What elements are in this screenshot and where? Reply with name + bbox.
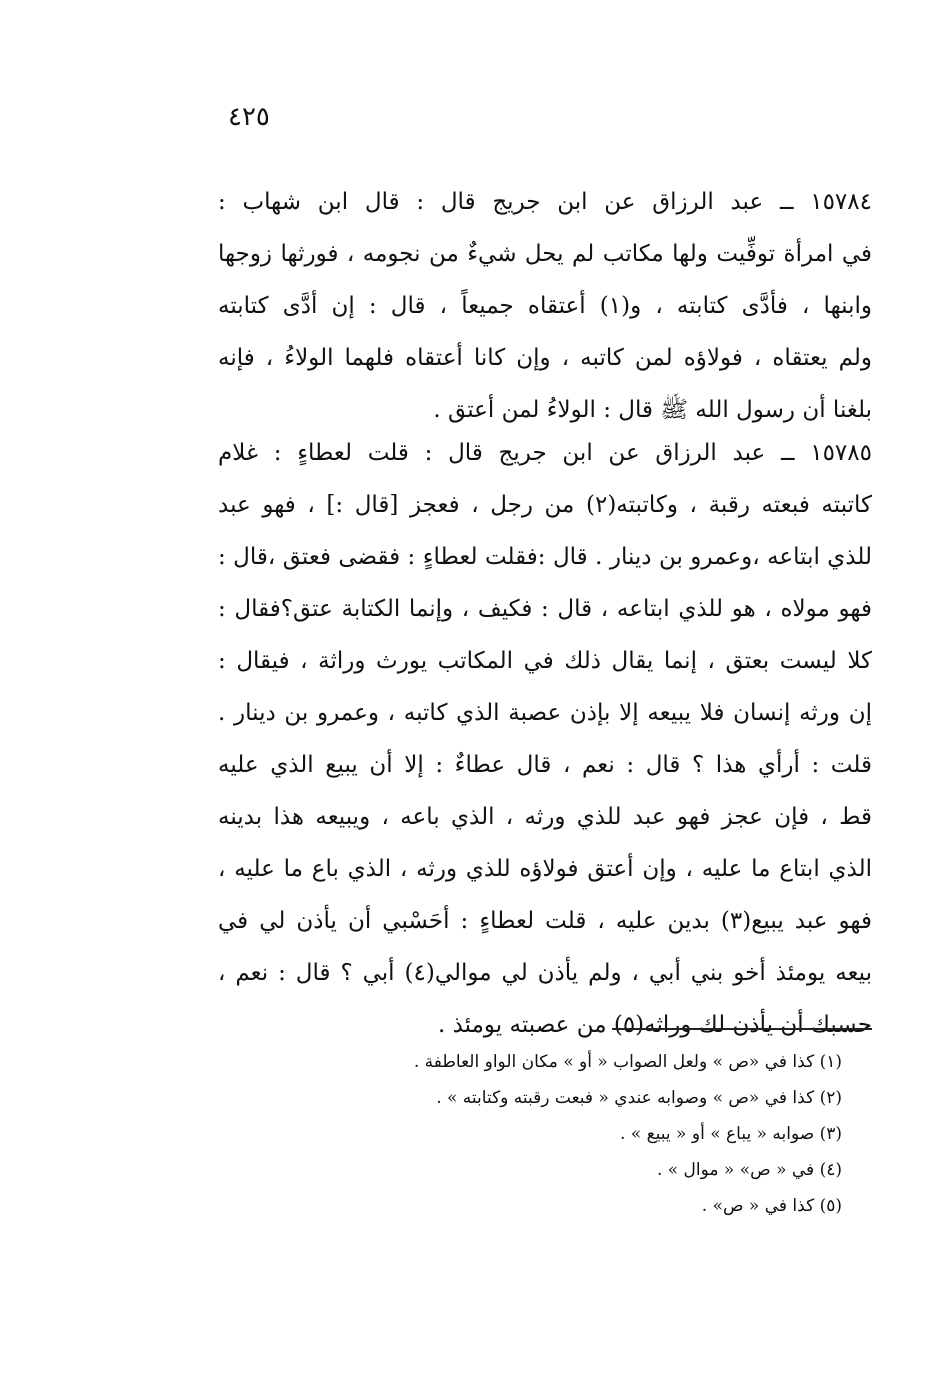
text-line: ١٥٧٨٥ ــ عبد الرزاق عن ابن جريج قال : قلت لعطاءٍ : غلام — [218, 440, 872, 466]
text-line: ولم يعتقاه ، فولاؤه لمن كاتبه ، وإن كانا أعتقاه فلهما الولاءُ ، فإنه — [218, 345, 872, 371]
footnote-4: (٤) في « ص» « موال » . — [656, 1160, 842, 1180]
text-line: قط ، فإن عجز فهو عبد للذي ورثه ، الذي باعه ، ويبيعه هذا بدينه — [218, 804, 872, 830]
footnote-divider — [612, 1028, 872, 1030]
footnote-2: (٢) كذا في «ص » وصوابه عندي « فبعت رقبته وكتابته » . — [436, 1088, 842, 1108]
text-line: فهو مولاه ، هو للذي ابتاعه ، قال : فكيف ، وإنما الكتابة عتق؟فقال : — [218, 596, 872, 622]
footnote-3: (٣) صوابه « يباع » أو « يبيع » . — [620, 1124, 842, 1144]
text-line: إن ورثه إنسان فلا يبيعه إلا بإذن عصبة الذي كاتبه ، وعمرو بن دينار . — [218, 700, 872, 726]
text-line: بلغنا أن رسول الله ﷺ قال : الولاءُ لمن أعتق . — [433, 397, 872, 423]
text-line: للذي ابتاعه ،وعمرو بن دينار . قال :فقلت لعطاءٍ : فقضى فعتق ،قال : — [218, 544, 872, 570]
footnotes — [414, 1044, 842, 1224]
page-number: ٤٢٥ — [228, 102, 270, 132]
text-line: وابنها ، فأدَّى كتابته ، و(١) أعتقاه جميعاً ، قال : إن أدَّى كتابته — [218, 293, 872, 319]
footnote-1: (١) كذا في «ص » ولعل الصواب « أو » مكان الواو العاطفة . — [413, 1052, 842, 1072]
text-line: كلا ليست بعتق ، إنما يقال ذلك في المكاتب يورث وراثة ، فيقال : — [218, 648, 872, 674]
text-line: حسبك أن يأذن لك وراثه(٥) من عصبته يومئذ . — [437, 1012, 872, 1038]
footnote-5: (٥) كذا في « ص» . — [701, 1196, 842, 1216]
text-line: في امرأة توفِّيت ولها مكاتب لم يحل شيءٌ من نجومه ، فورثها زوجها — [218, 241, 872, 267]
paragraph-15785 — [218, 427, 872, 1051]
text-line: بيعه يومئذ أخو بني أبي ، ولم يأذن لي موالي(٤) أبي ؟ قال : نعم ، — [218, 960, 872, 986]
text-line: فهو عبد يبيع(٣) بدين عليه ، قلت لعطاءٍ : أحَسْبي أن يأذن لي في — [218, 908, 872, 934]
text-line: قلت : أرأي هذا ؟ قال : نعم ، قال عطاءٌ : إلا أن يبيع الذي عليه — [218, 752, 872, 778]
text-line: ١٥٧٨٤ ــ عبد الرزاق عن ابن جريج قال : قال ابن شهاب : — [218, 189, 872, 215]
paragraph-15784 — [218, 176, 872, 436]
text-line: الذي ابتاع ما عليه ، وإن أعتق فولاؤه للذي ورثه ، الذي باع ما عليه ، — [218, 856, 872, 882]
text-line: كاتبته فبعته رقبة ، وكاتبته(٢) من رجل ، فعجز [قال :] ، فهو عبد — [218, 492, 872, 518]
